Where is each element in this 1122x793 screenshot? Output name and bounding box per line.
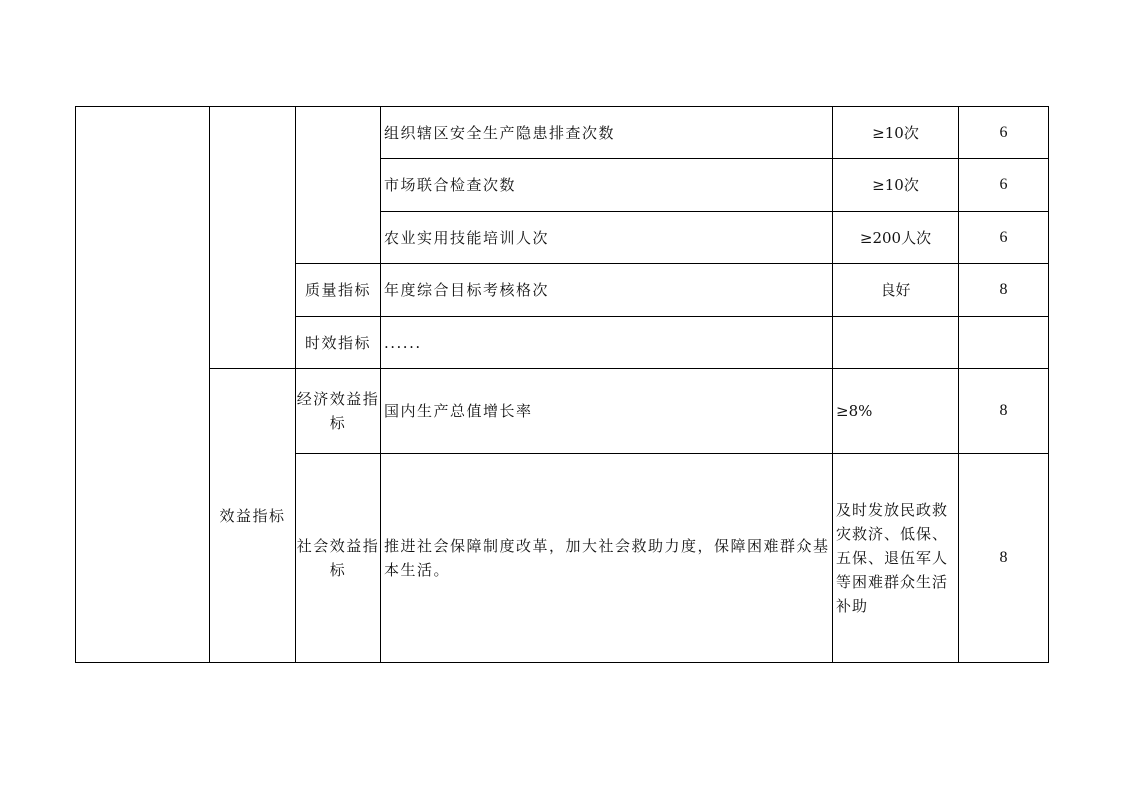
level1-indicator-cell [76,107,210,663]
score-value: 8 [959,454,1049,663]
social-indicator-label: 社会效益指标 [296,454,381,663]
quantity-indicator-cell [296,107,381,264]
quality-indicator-label: 质量指标 [296,264,381,317]
indicator-name: 农业实用技能培训人次 [381,212,833,264]
score-value: 8 [959,264,1049,317]
timeliness-indicator-label: 时效指标 [296,317,381,369]
target-value: ≥200人次 [833,212,959,264]
benefit-indicator-label: 效益指标 [210,369,296,663]
target-value [833,317,959,369]
target-value: ≥8% [833,369,959,454]
performance-indicator-table [75,106,1049,663]
level2-indicator-cell [210,107,296,369]
indicator-name: 国内生产总值增长率 [381,369,833,454]
indicator-name: ...... [381,317,833,369]
table-row [76,369,1049,454]
score-value: 6 [959,212,1049,264]
target-value: ≥10次 [833,159,959,212]
economic-indicator-label: 经济效益指标 [296,369,381,454]
score-value: 8 [959,369,1049,454]
target-value: 及时发放民政救灾救济、低保、五保、退伍军人等困难群众生活补助 [833,454,959,663]
indicator-name: 组织辖区安全生产隐患排查次数 [381,107,833,159]
indicator-name: 市场联合检查次数 [381,159,833,212]
indicator-name: 年度综合目标考核格次 [381,264,833,317]
score-value [959,317,1049,369]
target-value: ≥10次 [833,107,959,159]
score-value: 6 [959,107,1049,159]
table-row [76,107,1049,159]
score-value: 6 [959,159,1049,212]
target-value: 良好 [833,264,959,317]
indicator-name: 推进社会保障制度改革，加大社会救助力度，保障困难群众基本生活。 [381,454,833,663]
